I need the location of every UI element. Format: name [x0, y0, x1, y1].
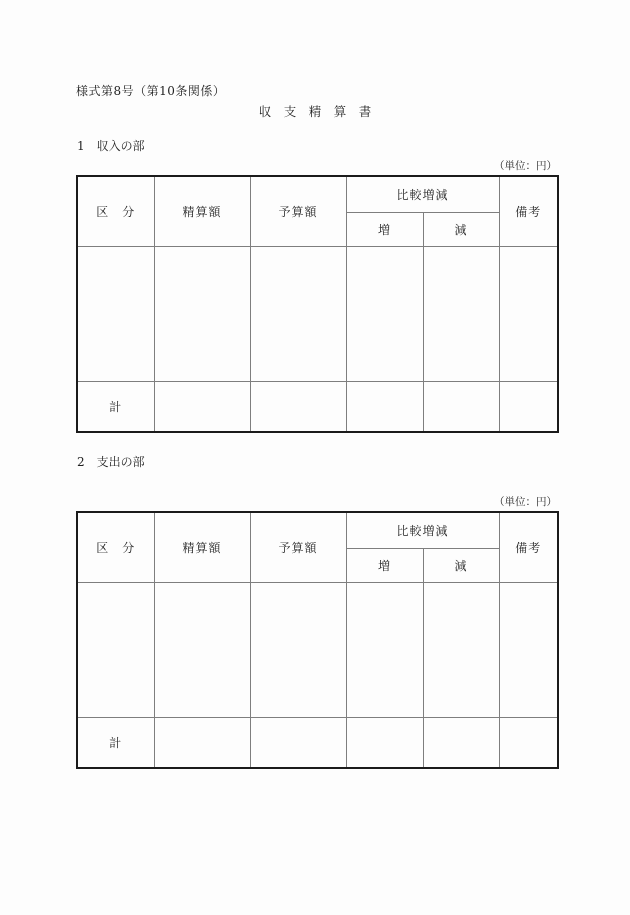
comparison-header: 比較増減 — [346, 512, 499, 548]
section-heading-expenditure: 2 支出の部 — [77, 455, 145, 469]
decrease-cell — [423, 582, 499, 717]
settled-amount-cell — [154, 246, 250, 381]
unit-label-expenditure: （単位：円） — [494, 496, 557, 508]
form-number: 様式第8号（第10条関係） — [76, 84, 226, 98]
total-row — [77, 717, 558, 768]
total-remarks-cell — [499, 381, 558, 432]
budget-amount-cell — [250, 582, 346, 717]
table-row — [77, 246, 558, 381]
category-header: 区 分 — [77, 176, 154, 246]
total-remarks-cell — [499, 717, 558, 768]
total-budget-amount-cell — [250, 381, 346, 432]
remarks-header: 備考 — [499, 512, 558, 582]
budget-amount-header: 予算額 — [250, 176, 346, 246]
increase-cell — [346, 246, 423, 381]
remarks-cell — [499, 246, 558, 381]
section-heading-income: 1 収入の部 — [77, 139, 145, 153]
remarks-header: 備考 — [499, 176, 558, 246]
comparison-header: 比較増減 — [346, 176, 499, 212]
expenditure-table — [76, 511, 559, 769]
total-budget-amount-cell — [250, 717, 346, 768]
category-header: 区 分 — [77, 512, 154, 582]
increase-header: 増 — [346, 548, 423, 582]
total-label-cell: 計 — [77, 717, 154, 768]
budget-amount-header: 予算額 — [250, 512, 346, 582]
category-cell — [77, 582, 154, 717]
settled-amount-header: 精算額 — [154, 176, 250, 246]
table-row — [77, 582, 558, 717]
remarks-cell — [499, 582, 558, 717]
increase-header: 増 — [346, 212, 423, 246]
category-cell — [77, 246, 154, 381]
total-decrease-cell — [423, 717, 499, 768]
total-increase-cell — [346, 717, 423, 768]
total-settled-amount-cell — [154, 717, 250, 768]
unit-label-income: （単位：円） — [494, 160, 557, 172]
settled-amount-cell — [154, 582, 250, 717]
income-table — [76, 175, 559, 433]
budget-amount-cell — [250, 246, 346, 381]
decrease-header: 減 — [423, 212, 499, 246]
document-title: 収 支 精 算 書 — [258, 104, 372, 119]
decrease-header: 減 — [423, 548, 499, 582]
total-increase-cell — [346, 381, 423, 432]
total-decrease-cell — [423, 381, 499, 432]
total-row — [77, 381, 558, 432]
increase-cell — [346, 582, 423, 717]
total-label-cell: 計 — [77, 381, 154, 432]
settled-amount-header: 精算額 — [154, 512, 250, 582]
total-settled-amount-cell — [154, 381, 250, 432]
decrease-cell — [423, 246, 499, 381]
